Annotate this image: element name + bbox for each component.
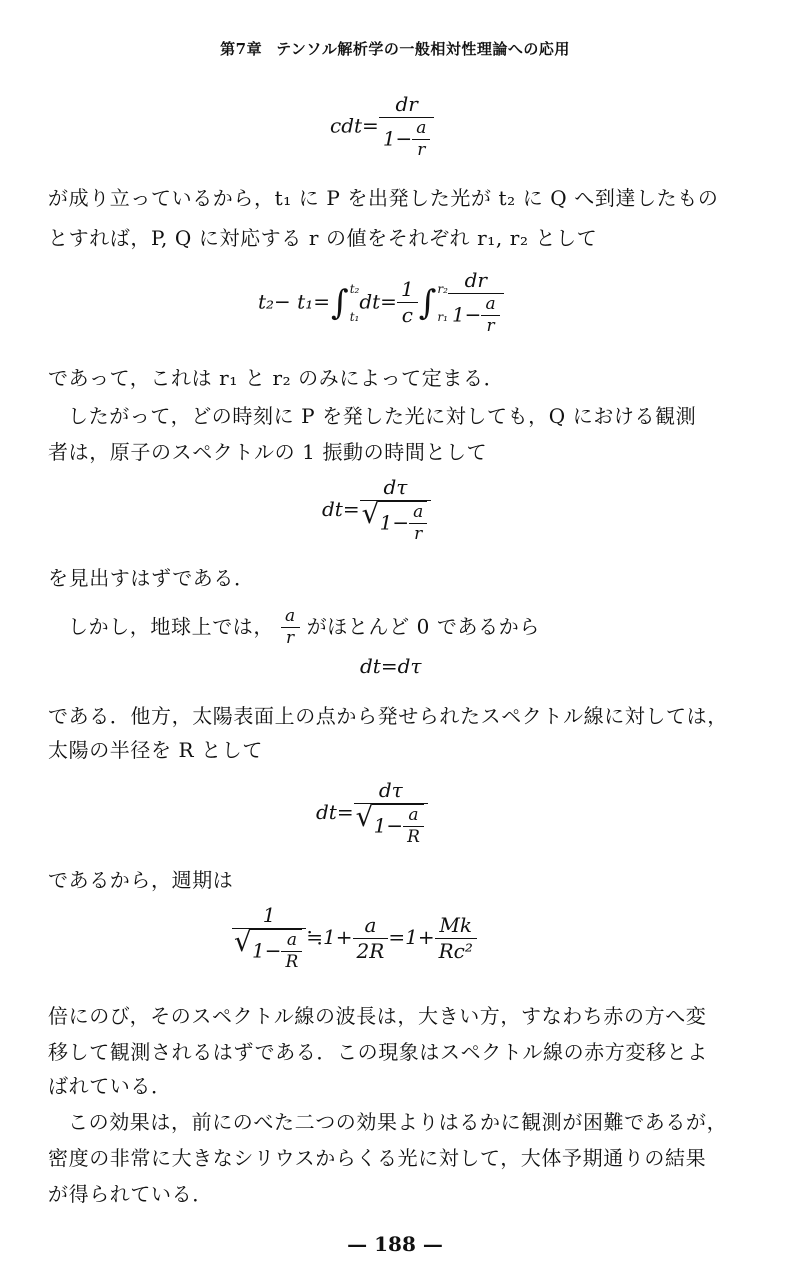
two-R: 2R (356, 938, 385, 963)
equation-5 (316, 778, 428, 849)
equation-1 (330, 92, 434, 162)
body-line-4: したがって，どの時刻に P を発した光に対しても，Q における観測 (68, 404, 697, 428)
integral-limits-1 (350, 283, 360, 323)
integral-sign: ∫ (330, 282, 349, 323)
body-line-6: を見出すはずである． (48, 566, 255, 590)
eq2-lhs: t₂− t₁= (258, 289, 330, 314)
text-part-1: しかし，地球上では， (68, 614, 274, 639)
upper-limit: r₂ (437, 281, 448, 296)
eq1-a-over-r (412, 118, 430, 162)
eq1-numerator: dr (379, 92, 435, 118)
body-line-15: 密度の非常に大きなシリウスからくる光に対して，大体予期通りの結果 (48, 1146, 707, 1170)
eq5-fraction (354, 778, 428, 849)
body-line-5: 者は，原子のスペクトルの 1 振動の時間として (48, 440, 488, 464)
a-symbol: a (281, 606, 300, 628)
eq2-dr-fraction (448, 268, 504, 338)
body-line-8: である．他方，太陽表面上の点から発せられたスペクトル線に対しては， (48, 704, 728, 728)
a-symbol: a (412, 118, 430, 140)
body-line-2: とすれば，P, Q に対応する r の値をそれぞれ r₁, r₂ として (48, 226, 598, 250)
lower-limit: t₁ (349, 309, 360, 324)
sqrt (250, 929, 302, 974)
a-over-R (403, 805, 424, 849)
R-symbol: R (407, 827, 420, 848)
Rc2: Rc² (438, 938, 473, 963)
a-over-r (409, 502, 427, 546)
sqrt (372, 804, 424, 849)
a-symbol: a (281, 930, 302, 952)
eq1-fraction (379, 92, 435, 162)
chapter-title: テンソル解析学の一般相対性理論への応用 (276, 40, 570, 58)
denominator (232, 929, 306, 974)
numerator: 1 (397, 277, 418, 303)
r-symbol: r (417, 140, 426, 161)
upper-limit: t₂ (349, 281, 360, 296)
body-line-10: であるから，週期は (48, 868, 234, 892)
eq2-one-over-c (397, 277, 418, 328)
eq1-lhs: cdt= (330, 113, 379, 138)
body-line-3: であって，これは r₁ と r₂ のみによって定まる． (48, 366, 505, 390)
body-line-7 (68, 606, 540, 650)
denominator (354, 804, 428, 849)
numerator: dr (448, 268, 504, 294)
body-line-1: が成り立っているから，t₁ に P を出発した光が t₂ に Q へ到達したもの (48, 186, 719, 210)
a-symbol: a (353, 913, 389, 939)
page-number: — 188 — (347, 1232, 443, 1256)
sqrt (378, 501, 428, 546)
eq1-denominator (379, 118, 435, 162)
denominator (448, 294, 504, 338)
a-over-2R (353, 913, 389, 964)
a-over-r-inline (281, 606, 300, 650)
r-symbol: r (414, 524, 423, 545)
eq1-one-minus: 1− (382, 126, 413, 151)
Mk: Mk (435, 913, 477, 939)
numerator: 1 (232, 903, 306, 929)
one-minus: 1− (373, 813, 404, 838)
one-minus: 1− (451, 302, 482, 327)
lower-limit: r₁ (437, 309, 448, 324)
a-symbol: a (481, 294, 499, 316)
eq2-dt: dt= (359, 289, 397, 314)
body-line-11: 倍にのび，そのスペクトル線の波長は，大きい方，すなわち赤の方へ変 (48, 1004, 707, 1028)
denominator (360, 501, 432, 546)
text-part-2: がほとんど 0 であるから (306, 614, 540, 639)
one-minus: 1− (379, 510, 410, 535)
a-over-r (481, 294, 499, 338)
equation-2 (258, 268, 504, 338)
eq3-fraction (360, 475, 432, 546)
eq6-main-fraction (232, 903, 306, 974)
equation-6 (232, 903, 477, 974)
body-line-13: ばれている． (48, 1074, 172, 1098)
one-minus: 1− (252, 938, 282, 963)
equals-one-plus: =1+ (388, 924, 435, 949)
body-line-12: 移して観測されるはずである．この現象はスペクトル線の赤方変移とよ (48, 1040, 708, 1064)
body-line-9: 太陽の半径を R として (48, 738, 263, 762)
approx-one-plus: ≒1+ (306, 924, 353, 949)
R-symbol: R (285, 952, 299, 973)
chapter-label: 第7章 (220, 40, 263, 58)
Mk-over-Rc2 (435, 913, 477, 964)
eq5-lhs: dt= (316, 799, 354, 824)
equation-4: dt=dτ (360, 654, 422, 678)
body-line-14: この効果は，前にのべた二つの効果よりはるかに観測が困難であるが， (68, 1110, 728, 1134)
eq3-lhs: dt= (322, 496, 360, 521)
r-symbol: r (285, 628, 295, 649)
equation-3 (322, 475, 431, 546)
denominator: c (401, 303, 413, 328)
numerator: dτ (360, 475, 432, 501)
integral-sign-2: ∫ (418, 282, 437, 323)
integral-limits-2 (437, 283, 448, 323)
body-line-16: が得られている． (48, 1182, 213, 1206)
a-symbol: a (409, 502, 427, 524)
running-header (0, 38, 790, 59)
a-symbol: a (403, 805, 424, 827)
numerator: dτ (354, 778, 428, 804)
a-over-R (281, 930, 302, 974)
r-symbol: r (486, 316, 495, 337)
